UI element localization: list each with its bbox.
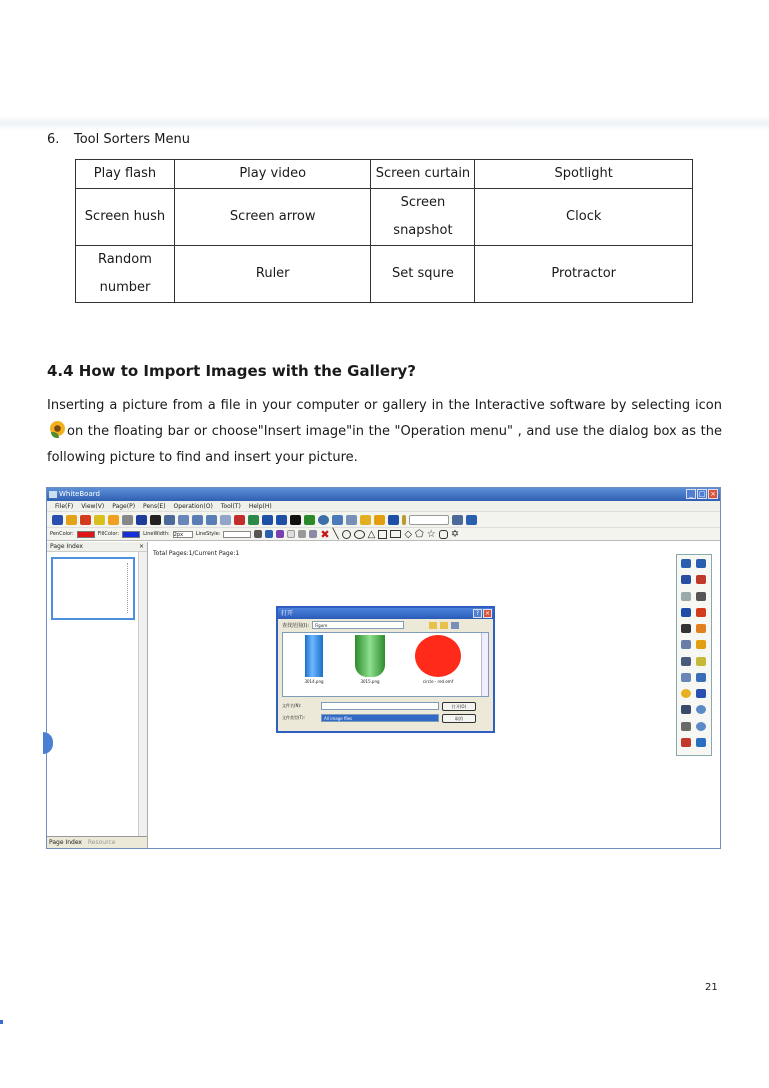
table-row <box>76 160 693 189</box>
tool-icon[interactable] <box>248 515 259 525</box>
screen-icon[interactable] <box>681 657 691 666</box>
copy-icon[interactable] <box>287 530 295 538</box>
menu-file[interactable]: File(F) <box>55 503 74 510</box>
line-style-select[interactable] <box>223 531 251 538</box>
table-cell: Screen arrow <box>174 189 371 246</box>
table-cell: Ruler <box>174 246 371 303</box>
octagon-icon[interactable] <box>439 530 448 539</box>
close-icon[interactable]: × <box>484 610 491 617</box>
look-in-label: 查找范围(I): <box>282 622 310 629</box>
menu-pens[interactable]: Pens(E) <box>143 503 166 510</box>
paragraph-text-1: Inserting a picture from a file in your computer or gallery in the Interactive software by selecting icon <box>47 398 722 413</box>
ruler-icon[interactable] <box>402 515 406 525</box>
highlighter-icon[interactable] <box>696 640 706 649</box>
select-icon[interactable] <box>681 575 691 584</box>
diamond-icon[interactable]: ◇ <box>404 528 413 540</box>
up-folder-icon[interactable] <box>440 622 448 629</box>
file-thumbnail <box>355 635 385 677</box>
menu-help[interactable]: Help(H) <box>248 503 272 510</box>
page-icon[interactable] <box>178 515 189 525</box>
brush-icon[interactable] <box>80 515 91 525</box>
page-index-header <box>47 542 147 552</box>
fill-icon[interactable] <box>254 530 262 538</box>
table-cell: Play video <box>174 160 371 189</box>
block-icon[interactable] <box>150 515 161 525</box>
tool-icon[interactable] <box>262 515 273 525</box>
crayon-icon[interactable] <box>108 515 119 525</box>
square-icon[interactable] <box>378 530 387 539</box>
table-cell: Screen snapshot <box>371 189 475 246</box>
folder-icon[interactable] <box>429 622 437 629</box>
file-item[interactable] <box>413 635 463 684</box>
tool-icon[interactable] <box>681 738 691 747</box>
window-titlebar <box>47 488 720 501</box>
file-type-row <box>282 712 489 724</box>
refresh-icon[interactable] <box>696 738 706 747</box>
cancel-button[interactable]: 取消 <box>442 714 476 723</box>
tool-icon[interactable] <box>276 515 287 525</box>
brush-icon[interactable] <box>276 530 284 538</box>
screen-icon[interactable] <box>164 515 175 525</box>
page-icon[interactable] <box>206 515 217 525</box>
rectangle-icon[interactable] <box>390 530 401 538</box>
tab-resource[interactable]: Resource <box>87 839 116 846</box>
eraser-icon[interactable] <box>681 592 691 601</box>
file-item[interactable] <box>345 635 395 684</box>
tool-sorters-table <box>75 159 693 303</box>
tool-icon[interactable] <box>681 722 691 731</box>
menu-tool[interactable]: Tool(T) <box>220 503 241 510</box>
fill-color-swatch[interactable] <box>122 531 140 538</box>
table-cell: Clock <box>475 189 693 246</box>
file-inputs <box>282 700 489 724</box>
section-heading <box>47 132 190 147</box>
table-cell: Protractor <box>475 246 693 303</box>
brush-icon[interactable] <box>696 608 706 617</box>
menu-page[interactable]: Page(P) <box>112 503 136 510</box>
edge-mark <box>0 1020 3 1024</box>
header-band <box>0 116 769 130</box>
table-cell: Set squre <box>371 246 475 303</box>
fill-icon[interactable] <box>265 530 273 538</box>
circle-icon[interactable] <box>342 530 351 539</box>
screen-icon[interactable] <box>681 640 691 649</box>
maximize-icon[interactable]: □ <box>698 490 706 498</box>
subsection-heading: 4.4 How to Import Images with the Gallery? <box>47 362 416 380</box>
insert-image-icon[interactable] <box>681 689 691 698</box>
fill-color-label: FillColor: <box>97 531 120 537</box>
menu-view[interactable]: View(V) <box>81 503 105 510</box>
screen-icon[interactable] <box>681 608 691 617</box>
block-icon[interactable] <box>136 515 147 525</box>
tool-icon[interactable] <box>346 515 357 525</box>
file-name: 3014.png <box>304 679 324 684</box>
properties-toolbar <box>47 528 720 541</box>
page-icon[interactable] <box>681 673 691 682</box>
clock-icon[interactable] <box>318 515 329 525</box>
cut-icon[interactable] <box>298 530 306 538</box>
file-thumbnail <box>305 635 323 677</box>
pen-color-label: PenColor: <box>50 531 74 537</box>
ellipse-icon[interactable] <box>354 530 365 539</box>
zoom-in-icon[interactable] <box>696 705 706 714</box>
floating-bar-handle[interactable] <box>43 732 53 754</box>
marker-icon[interactable] <box>94 515 105 525</box>
window-controls <box>686 489 718 499</box>
file-thumbnail <box>415 635 461 677</box>
page-thumbnail[interactable] <box>51 557 135 620</box>
page-index-title: Page Index <box>50 543 83 550</box>
floating-toolbar <box>676 554 712 756</box>
pen-icon[interactable] <box>696 575 706 584</box>
menu-bar <box>47 501 720 512</box>
page-counter: Total Pages:1/Current Page:1 <box>153 550 240 557</box>
pen-icon[interactable] <box>696 657 706 666</box>
tab-page-index[interactable]: Page Index <box>49 839 82 846</box>
zoom-out-icon[interactable] <box>696 722 706 731</box>
page-number: 21 <box>705 982 718 993</box>
minimize-icon[interactable]: _ <box>686 489 696 499</box>
star-icon[interactable]: ☆ <box>426 528 436 540</box>
pen-color-swatch[interactable] <box>77 531 95 538</box>
help-icon[interactable]: ? <box>473 609 482 618</box>
tool-icon[interactable] <box>374 515 385 525</box>
marker-icon[interactable] <box>696 624 706 633</box>
zoom-icon[interactable] <box>452 515 463 525</box>
file-name-row <box>282 700 489 712</box>
table-row <box>76 246 693 303</box>
look-in-select[interactable]: Figure <box>312 621 404 629</box>
dialog-titlebar <box>278 608 493 619</box>
star-six-icon[interactable]: ✡ <box>450 528 460 540</box>
close-icon[interactable]: × <box>708 489 718 499</box>
menu-operation[interactable]: Operation(O) <box>173 503 213 510</box>
table-row <box>76 189 693 246</box>
table-cell: Play flash <box>76 160 175 189</box>
line-style-label: LineStyle: <box>195 531 221 537</box>
undo-icon[interactable] <box>681 559 691 568</box>
file-name-input[interactable] <box>321 702 439 710</box>
table-cell: Spotlight <box>475 160 693 189</box>
delete-page-icon[interactable] <box>220 515 231 525</box>
screen-icon[interactable] <box>681 705 691 714</box>
open-file-dialog <box>276 606 495 733</box>
line-width-select[interactable]: 2px <box>173 531 193 538</box>
redo-icon[interactable] <box>696 559 706 568</box>
section-title: Tool Sorters Menu <box>74 132 190 147</box>
look-in-row <box>278 619 493 631</box>
main-toolbar <box>47 512 720 528</box>
table-cell: Random number <box>76 246 175 303</box>
tool-icon[interactable] <box>466 515 477 525</box>
page-icon[interactable] <box>192 515 203 525</box>
tool-icon[interactable] <box>234 515 245 525</box>
tool-icon[interactable] <box>388 515 399 525</box>
file-name: 3015.png <box>360 679 380 684</box>
eraser-icon[interactable] <box>122 515 133 525</box>
tool-icon[interactable] <box>290 515 301 525</box>
scrollbar[interactable] <box>138 552 147 836</box>
view-menu-icon[interactable] <box>451 622 459 629</box>
paragraph-text-2: on the floating bar or choose"Insert image"in the "Operation menu" , and use the dialog box as the following picture to find and insert your picture. <box>47 424 722 465</box>
scrollbar[interactable] <box>481 633 488 696</box>
window-title: WhiteBoard <box>59 490 100 498</box>
text-icon[interactable] <box>696 689 706 698</box>
page-index-panel <box>47 542 148 848</box>
whiteboard-screenshot <box>46 487 721 849</box>
dialog-controls <box>473 609 492 618</box>
pentagon-icon[interactable]: ⬠ <box>415 528 424 540</box>
file-item[interactable] <box>289 635 339 684</box>
body-paragraph <box>47 393 722 471</box>
zoom-field[interactable] <box>409 515 449 525</box>
table-cell: Screen hush <box>76 189 175 246</box>
app-icon <box>49 491 57 498</box>
paste-icon[interactable] <box>309 530 317 538</box>
line-width-label: LineWidth: <box>143 531 170 537</box>
table-cell: Screen curtain <box>371 160 475 189</box>
pen-icon[interactable] <box>696 592 706 601</box>
block-icon[interactable] <box>681 624 691 633</box>
highlighter-icon[interactable] <box>66 515 77 525</box>
delete-icon[interactable]: ✖ <box>320 527 330 541</box>
file-list <box>282 632 489 697</box>
open-button[interactable]: 打开(O) <box>442 702 476 711</box>
dialog-title: 打开 <box>281 610 294 617</box>
file-type-label: 文件类型(T): <box>282 715 305 720</box>
tool-icon[interactable] <box>332 515 343 525</box>
file-type-select[interactable]: All image files <box>321 714 439 722</box>
section-number: 6. <box>47 132 60 147</box>
page-icon[interactable] <box>696 673 706 682</box>
insert-image-icon <box>47 420 67 438</box>
spotlight-icon[interactable] <box>360 515 371 525</box>
file-name-label: 文件名(N): <box>282 703 302 708</box>
triangle-icon[interactable]: △ <box>367 528 376 540</box>
back-arrow-icon[interactable] <box>304 515 315 525</box>
pen-icon[interactable] <box>52 515 63 525</box>
line-icon[interactable]: ╲ <box>332 528 339 540</box>
panel-tabs <box>47 836 147 848</box>
close-icon[interactable]: × <box>138 543 144 550</box>
file-name: circle - red.emf <box>422 679 454 684</box>
